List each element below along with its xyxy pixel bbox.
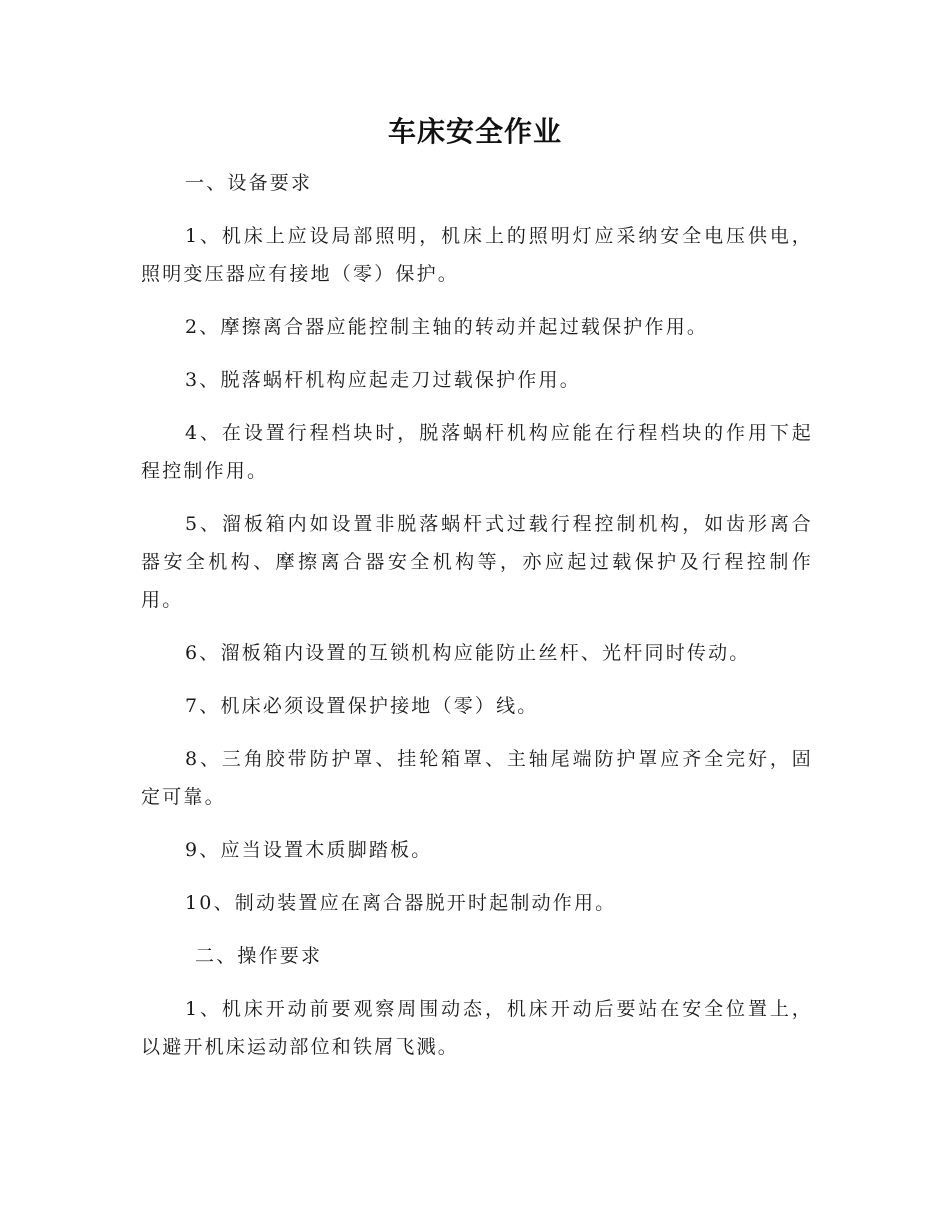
document-body [141, 164, 813, 1081]
list-item: 10、制动装置应在离合器脱开时起制动作用。 [185, 892, 617, 914]
section-heading-equipment: 一、设备要求 [185, 172, 313, 194]
list-item: 4、在设置行程档块时，脱落蜗杆机构应能在行程档块的作用下起程控制作用。 [141, 422, 813, 482]
list-item: 2、摩擦离合器应能控制主轴的转动并起过载保护作用。 [185, 316, 709, 338]
document-title: 车床安全作业 [387, 115, 562, 148]
list-item: 3、脱落蜗杆机构应起走刀过载保护作用。 [185, 369, 581, 391]
list-item: 5、溜板箱内如设置非脱落蜗杆式过载行程控制机构，如齿形离合器安全机构、摩擦离合器安全机构等，亦应起过载保护及行程控制作用。 [141, 513, 813, 611]
list-item: 1、机床上应设局部照明，机床上的照明灯应采纳安全电压供电，照明变压器应有接地（零）保护。 [141, 225, 813, 285]
list-item: 1、机床开动前要观察周围动态，机床开动后要站在安全位置上，以避开机床运动部位和铁屑飞溅。 [141, 998, 813, 1058]
list-item: 9、应当设置木质脚踏板。 [185, 839, 433, 861]
list-item: 8、三角胶带防护罩、挂轮箱罩、主轴尾端防护罩应齐全完好，固定可靠。 [141, 748, 813, 808]
section-heading-operation: 二、操作要求 [195, 945, 323, 967]
list-item: 7、机床必须设置保护接地（零）线。 [185, 695, 539, 717]
list-item: 6、溜板箱内设置的互锁机构应能防止丝杆、光杆同时传动。 [185, 642, 751, 664]
